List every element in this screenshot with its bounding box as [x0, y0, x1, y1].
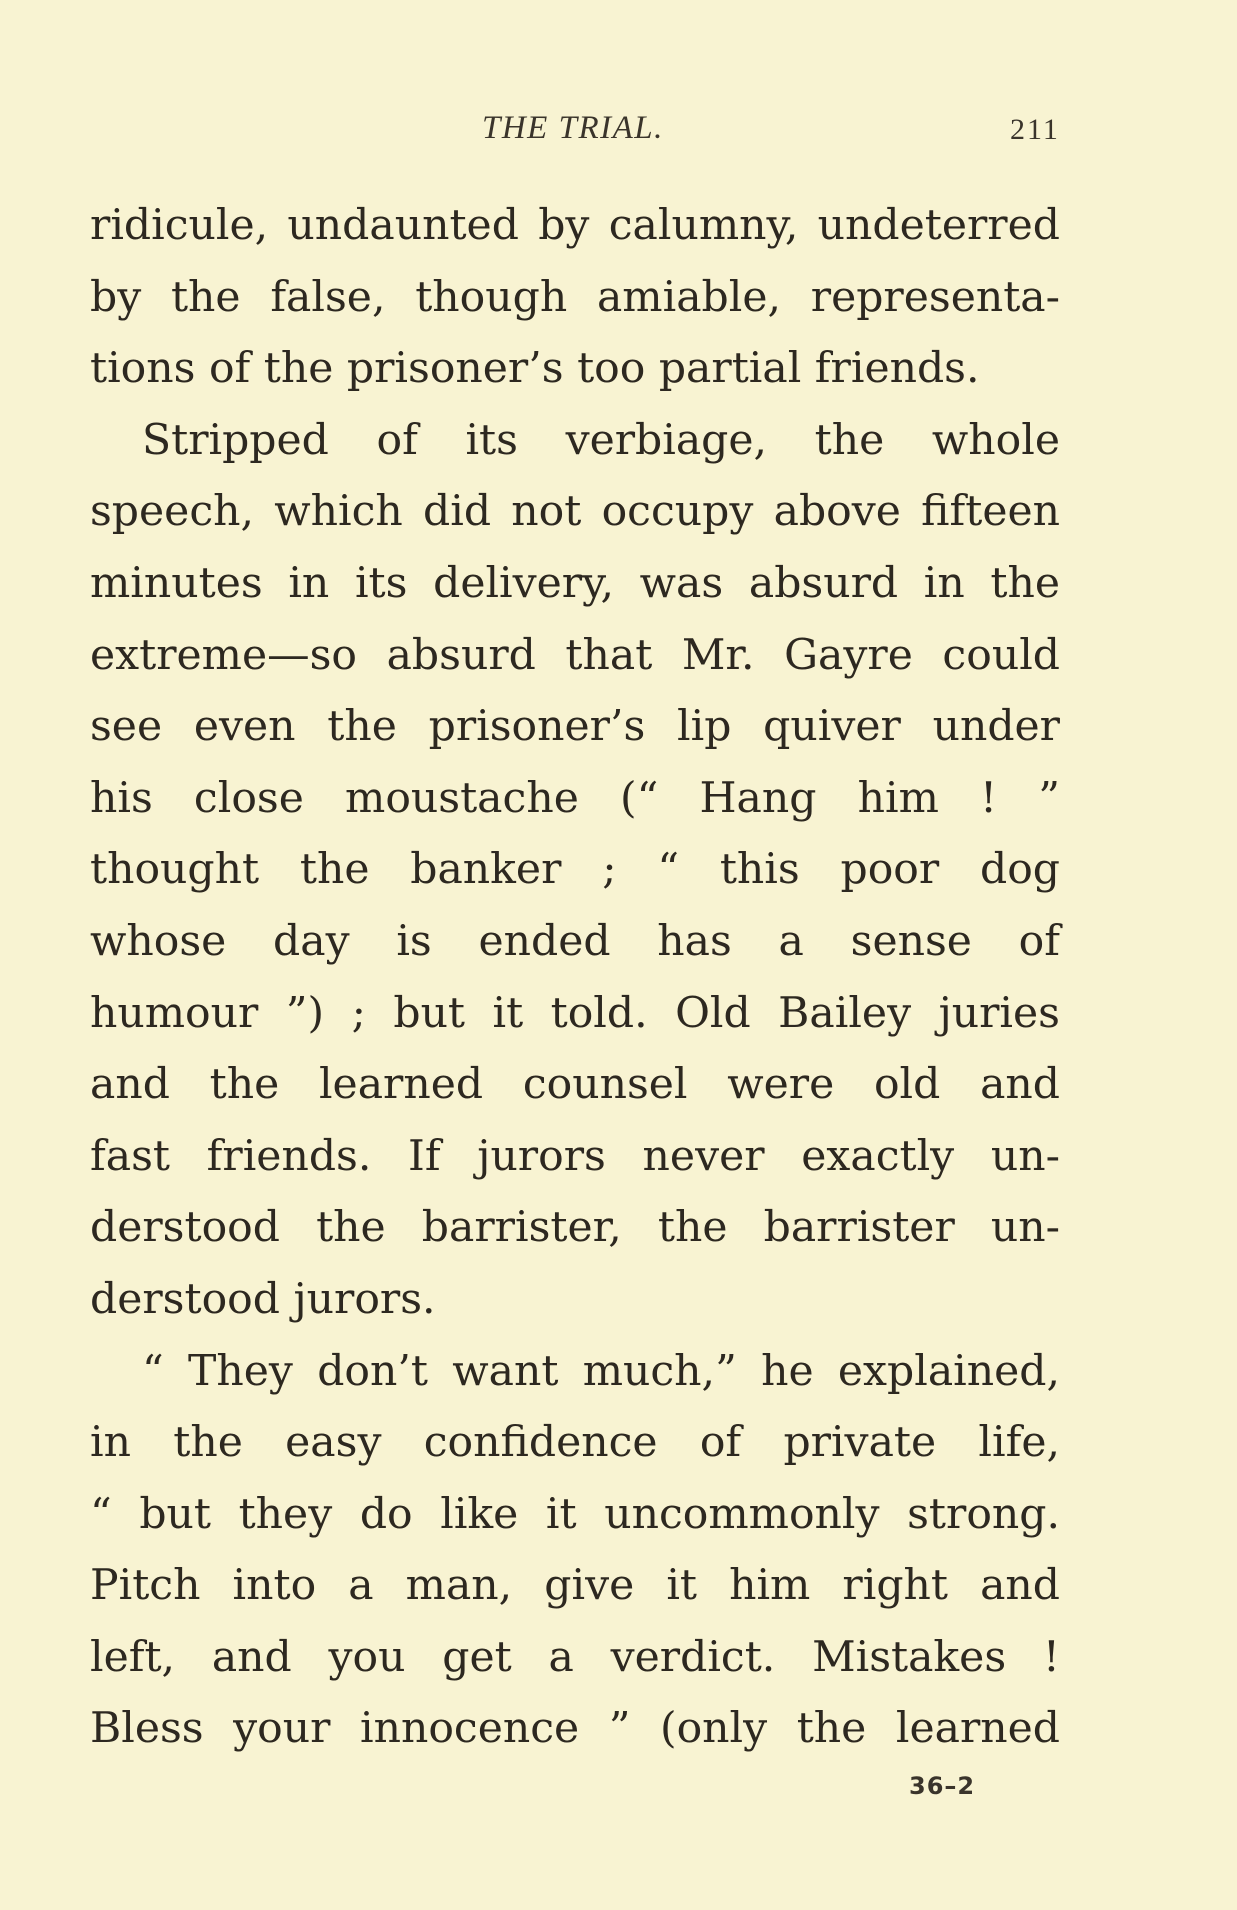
- text-line: derstood the barrister, the barrister un-: [90, 1203, 1060, 1253]
- text-line: minutes in its delivery, was absurd in the: [90, 558, 1060, 608]
- text-line: left, and you get a verdict. Mistakes !: [90, 1632, 1060, 1682]
- text-line: tions of the prisoner’s too partial friends.: [90, 344, 980, 394]
- text-line: fast friends. If jurors never exactly un-: [90, 1131, 1060, 1181]
- text-line: “ They don’t want much,” he explained,: [142, 1346, 1060, 1396]
- body-text: [90, 190, 1060, 1765]
- text-line: speech, which did not occupy above fifteen: [90, 487, 1060, 537]
- text-line: Pitch into a man, give it him right and: [90, 1561, 1060, 1611]
- text-line: his close moustache (“ Hang him ! ”: [90, 773, 1060, 823]
- text-line: humour ”) ; but it told. Old Bailey juries: [90, 988, 1060, 1038]
- text-line: ridicule, undaunted by calumny, undeterred: [90, 201, 1060, 250]
- running-title: THE TRIAL.: [482, 110, 664, 146]
- text-line: see even the prisoner’s lip quiver under: [90, 702, 1060, 752]
- text-line: whose day is ended has a sense of: [90, 916, 1060, 966]
- text-line: in the easy confidence of private life,: [90, 1418, 1060, 1468]
- text-line: and the learned counsel were old and: [90, 1060, 1060, 1110]
- text-line: extreme—so absurd that Mr. Gayre could: [90, 630, 1060, 680]
- text-line: Stripped of its verbiage, the whole: [142, 415, 1060, 465]
- text-line: derstood jurors.: [90, 1274, 436, 1324]
- running-head: [0, 110, 1237, 150]
- text-line: Bless your innocence ” (only the learned: [90, 1704, 1060, 1754]
- page-number: 211: [1010, 113, 1060, 146]
- text-line: “ but they do like it uncommonly strong.: [90, 1489, 1060, 1539]
- text-line: thought the banker ; “ this poor dog: [90, 845, 1060, 895]
- signature-mark: 36–2: [909, 1772, 976, 1800]
- text-line: by the false, though amiable, representa-: [90, 272, 1060, 322]
